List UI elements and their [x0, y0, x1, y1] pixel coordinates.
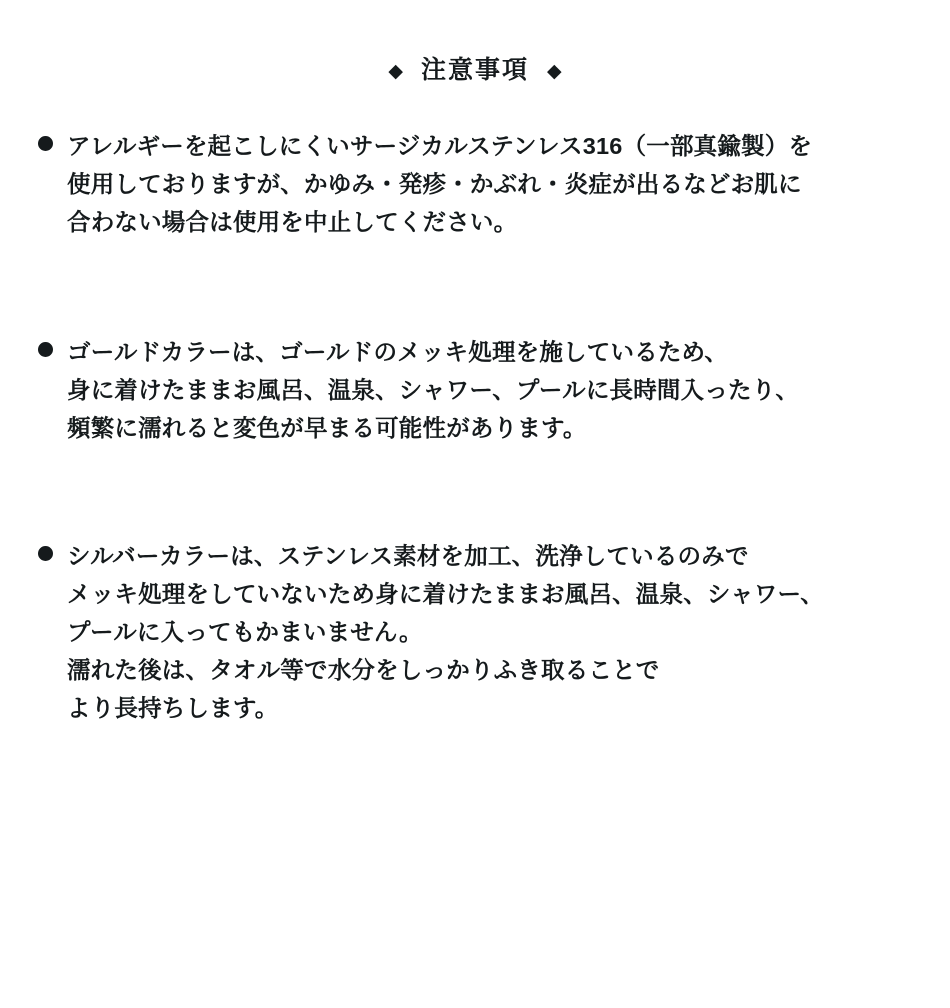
notice-line: より長持ちします。 — [67, 695, 279, 721]
notice-page — [0, 58, 950, 1008]
notice-line: アレルギーを起こしにくいサージカルステンレス316（一部真鍮製）を — [67, 133, 813, 159]
list-item — [38, 127, 910, 241]
page-title — [0, 58, 950, 83]
list-item — [38, 333, 910, 447]
notice-line: プールに入ってもかまいません。 — [67, 619, 423, 645]
diamond-left-icon: ◆ — [388, 61, 403, 82]
list-item — [38, 537, 910, 727]
diamond-right-icon: ◆ — [547, 61, 562, 82]
notice-line: ゴールドカラーは、ゴールドのメッキ処理を施しているため、 — [67, 339, 729, 365]
notice-line: 使用しておりますが、かゆみ・発疹・かぶれ・炎症が出るなどお肌に — [67, 171, 802, 197]
bullet-icon — [38, 342, 53, 357]
notice-line: 濡れた後は、タオル等で水分をしっかりふき取ることで — [67, 657, 660, 683]
notice-line: メッキ処理をしていないため身に着けたままお風呂、温泉、シャワー、 — [67, 581, 824, 607]
page-title-text: 注意事項 — [420, 56, 529, 84]
notice-line: 頻繁に濡れると変色が早まる可能性があります。 — [67, 415, 587, 441]
notice-line: 合わない場合は使用を中止してください。 — [67, 209, 518, 235]
notice-text — [67, 127, 910, 241]
notice-text — [67, 333, 910, 447]
notice-line: 身に着けたままお風呂、温泉、シャワー、プールに長時間入ったり、 — [67, 377, 800, 403]
notice-text — [67, 537, 910, 727]
notice-list — [0, 127, 950, 727]
bullet-icon — [38, 136, 53, 151]
notice-line: シルバーカラーは、ステンレス素材を加工、洗浄しているのみで — [67, 543, 749, 569]
bullet-icon — [38, 546, 53, 561]
